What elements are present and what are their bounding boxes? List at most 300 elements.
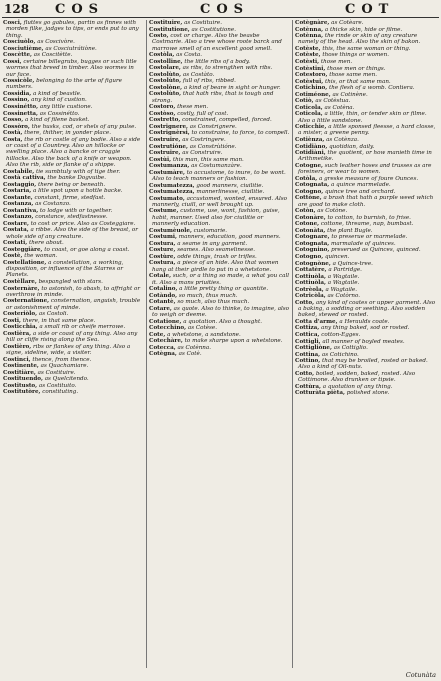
gloss: constrained, compelled, forced. [182,117,272,124]
dictionary-entry [149,91,291,104]
headword: Cossino, [3,97,30,104]
gloss: thence, from thence. [32,356,92,363]
gloss: to cost or price. Also as Costeggiare. [30,220,136,227]
dictionary-entry [295,195,437,208]
gloss: a greske measure of foure Ounces. [318,175,419,182]
dictionary-entry [3,117,145,123]
headword: Cotogno, [295,254,324,260]
headword: Cottiza, [295,325,320,332]
gloss: as Constrignere. [189,123,237,130]
gloss: as Coscivòre. [37,39,75,46]
dictionary-entry [3,227,145,240]
headword: Cotantè, [149,299,176,306]
headword: Costa, [3,136,23,143]
headword: Cosso, [3,117,24,124]
dictionary-entry [149,247,291,253]
headword: Cotègna, [149,351,177,358]
headword: Cotognata, [295,182,330,189]
headword: Costumatezza, [149,189,195,196]
headword: Cotogno, [295,188,324,195]
gloss: a whetstone, a sandstone. [167,331,241,338]
headword: Cottòne, [295,195,322,202]
dictionary-entry [149,163,291,169]
running-head-center: COS [200,2,250,17]
headword: Cotàndo, [149,292,178,299]
gloss: the banke Dogvuibe. [47,175,107,182]
headword: Costantiva, [3,207,39,214]
headword: Costellatione, [3,259,47,266]
gloss: a little sponsed fleesse, a hard closse, a mister, a greene penny. [298,124,436,137]
dictionary-entry [295,98,437,104]
headword: Cosciuòlo, [3,39,36,46]
dictionary-entry [149,306,291,319]
dictionary-entry [3,363,145,369]
headword: Costinci, [3,356,31,363]
dictionary-entry [149,325,291,331]
gloss: to coast, or goe along a coast. [44,246,130,253]
headword: Costolùto, [149,71,182,78]
gloss: this, the same woman or thing. [322,45,411,52]
dictionary-entry [295,228,437,234]
dictionary-entry [149,189,291,195]
headword: Costruire, [149,137,181,143]
headword: Costoro, [149,104,176,111]
headword: Cottigli, [295,338,321,345]
headword: Cotidiàni, [295,150,326,157]
headword: Cottatère, [295,267,327,274]
headword: Costumàre, [149,169,185,176]
dictionary-entry [149,241,291,247]
dictionary-entry [149,111,291,117]
headword: Cotèste, [295,45,321,52]
gloss: marmalade of quinces. [331,240,396,247]
dictionary-entry [3,253,145,259]
headword: Costòso, [149,110,176,117]
gloss: quincen. [324,254,350,260]
gloss: the rinde or skin of any creature namely of the head. Also the skin of bakon. [298,33,421,46]
gloss: mannerlinesse, ciuilitie. [196,189,265,196]
dictionary-entry [3,370,145,376]
headword: Costume, [149,208,179,215]
headword: Cotidiàno, [295,143,328,150]
headword: Costeriòlo, [3,311,38,318]
headword: Costitutòre, [3,389,41,396]
dictionary-column-1 [3,20,145,396]
dictionary-entry [295,274,437,280]
dictionary-entry [295,390,437,396]
dictionary-entry [3,130,145,136]
headword: Cossòro, [3,123,30,130]
headword: Costati, [3,240,28,247]
gloss: to accustome, to inure, to be wont. Also to teach manners or fashion. [152,169,286,182]
dictionary-entry [149,196,291,209]
gloss: as Quelcitendo. [44,376,89,383]
gloss: as Cotichino. [321,351,359,358]
headword: Cotrèola, [295,286,324,293]
gloss: bespangled with stars. [38,279,103,285]
headword: Costare, [3,220,29,227]
headword: Cotecchino, [149,325,187,332]
gloss: as Cotè. [178,351,202,358]
dictionary-entry [149,273,291,286]
dictionary-entry [149,319,291,325]
dictionary-entry [149,27,291,33]
dictionary-entry [149,157,291,163]
dictionary-entry [3,104,145,110]
gloss: as Construire. [182,150,223,157]
gloss: polished stone. [346,390,390,397]
headword: Costitusto, [3,382,38,389]
gloss: the husks, cod, or shels of any pulse. [31,123,137,130]
gloss: preserued as Quinces, quinced. [331,247,421,254]
gloss: that may be broiled, rosted or baked. Also a kind of Oil-nuts. [298,358,428,371]
dictionary-entry [149,286,291,292]
catchword: Cotunàta [405,671,436,679]
dictionary-column-2 [149,20,291,358]
headword: Costura, [149,240,176,247]
gloss: to constraine, to force, to compell. [191,130,290,137]
dictionary-entry [295,111,437,124]
dictionary-entry [295,358,437,371]
gloss: such, or a thing so made, a what you call it. Also a mans priuities. [152,273,290,286]
running-head-left: COS [55,2,105,17]
gloss: as Costoli. [38,311,69,318]
headword: Cotecca, [149,344,176,351]
page-number: 128 [4,2,30,16]
headword: Costitiàre, [3,369,36,376]
headword: Costretto, [149,117,181,124]
headword: Costumato, [149,195,185,202]
gloss: as Cotòne. [317,208,348,215]
dictionary-entry [295,163,437,176]
headword: Cossidia, [3,90,32,97]
dictionary-column-3 [295,20,437,397]
dictionary-entry [295,144,437,150]
headword: Cotalino, [149,286,178,293]
headword: Cotèsti, [295,59,320,65]
gloss: as Costituito. [38,382,77,389]
headword: Costinente, [3,363,39,370]
dictionary-entry [295,254,437,260]
dictionary-entry [149,52,291,58]
dictionary-entry [3,214,145,220]
dictionary-entry [149,338,291,344]
gloss: there being or beneath. [37,181,106,188]
gloss: a thicke skin, hide or filme. [324,26,403,33]
headword: Costituire, [149,20,183,26]
gloss: as Costitutione. [191,26,236,33]
dictionary-entry [3,20,145,39]
gloss: those men or things. [327,65,386,72]
gloss: manners, education, good manners. [178,234,281,241]
gloss: as ribs, to strengthen with ribs. [182,65,273,72]
headword: Cottùra, [295,383,321,390]
headword: Costituendo, [3,376,43,383]
headword: Cotonàta, [295,227,326,234]
gloss: full of ribs, ribbed. [182,78,236,85]
dictionary-entry [3,195,145,201]
headword: Costernàre, [3,285,40,292]
dictionary-entry [295,319,437,325]
dictionary-entry [295,221,437,227]
gloss: a quotation of any thing. [322,383,393,390]
gloss: this man, this same man. [172,156,244,163]
headword: Costabile, [3,168,35,175]
dictionary-entry [149,65,291,71]
headword: Cotogne, [295,162,323,169]
dictionary-entry [295,182,437,188]
dictionary-entry [149,59,291,65]
gloss: costly, full of cost. [177,110,229,117]
dictionary-entry [3,137,145,169]
gloss: odde things, trash or trifles. [177,253,257,260]
headword: Costolare, [149,65,181,72]
gloss: constituting. [42,389,79,396]
headword: Cottica, [295,332,320,338]
headword: Costure, [149,247,176,254]
gloss: a Heraulds coate. [339,318,390,325]
dictionary-entry [3,240,145,246]
dictionary-entry [149,254,291,260]
headword: Costeggiàre, [3,246,43,253]
dictionary-entry [3,59,145,78]
gloss: boiled, sodden, baked, rosted. Also Cottimone. Also drunken or tipsie. [298,371,416,384]
headword: Cossicòle, [3,78,35,85]
gloss: these men. [177,104,209,111]
headword: Cotognata, [295,240,330,247]
dictionary-entry [149,260,291,273]
dictionary-entry [3,52,145,58]
gloss: as Cotinène. [332,91,368,98]
dictionary-entry [295,261,437,267]
dictionary-entry [295,20,437,26]
dictionary-entry [3,376,145,382]
gloss: a litle spot upon a hottle backe. [32,188,123,195]
gloss: those things or women. [322,52,389,59]
headword: Cotone, [295,221,320,228]
gloss: a Partridge. [328,267,362,274]
gloss: constant, firme, stedfast. [34,194,106,201]
dictionary-entry [295,137,437,143]
headword: Cotturàta pièta, [295,390,345,397]
gloss: as Costumanzàre. [191,163,242,170]
headword: Cotèste, [295,52,321,59]
gloss: such leather hoses and trusses as are foreiners, or wear to women. [298,162,432,176]
headword: Costolùto, [149,78,182,85]
dictionary-entry [3,39,145,45]
gloss: this, or that same man. [324,78,391,85]
headword: Costi, [3,317,21,324]
gloss: a small rib or cheife merrowe. [39,324,126,331]
headword: Cotòla, [295,175,318,182]
gloss: ribs or flankes of any thing. Also a signe, sideline, wide, a visiter. [6,343,131,357]
gloss: any kind of custion. [31,97,87,104]
gloss: to make sharpe upon a whetstone. [184,338,283,345]
headword: Cossinétto, [3,103,39,110]
gloss: the plant Bugle. [327,227,373,234]
gloss: good manners, ciuilitie. [196,182,264,189]
headword: Cotatione, [149,318,182,325]
headword: Cotale, [149,273,172,280]
headword: Coticchie, [295,124,327,131]
gloss: as Costituire. [184,20,223,26]
gloss: as Cosciutrátiòne. [45,45,97,52]
headword: Costante, [3,194,33,201]
headword: Cottino, [295,358,321,365]
gloss: as Cotòrno. [327,293,361,300]
dictionary-entry [295,27,437,33]
dictionary-entry [295,52,437,58]
gloss: belonging to the arte of figure numbers. [6,78,122,91]
gloss: a little pretty thing or quantite. [179,286,269,293]
gloss: a piece of an hide. Also that women hang at their girdle to put in a whetstone. [152,260,279,273]
gloss: a seame in any garment. [177,240,248,247]
gloss: as Cotèse. [187,325,218,332]
gloss: as Cotèna. [324,104,355,111]
gloss: cost or charge. Also the beasbe Costmarie. Also a tree whose roote barck and marrowe smell of an excellent good smell. [152,33,282,52]
dictionary-entry [3,324,145,330]
headword: Costumanza, [149,163,190,170]
dictionary-entry [149,228,291,234]
dictionary-entry [3,169,145,175]
dictionary-entry [3,182,145,188]
column-divider [146,20,147,668]
dictionary-entry [3,298,145,311]
dictionary-entry [3,260,145,279]
gloss: there, in that same place. [22,317,96,324]
headword: Cotiméone, [295,91,331,98]
dictionary-entry [149,183,291,189]
gloss: a side or coast of any thing. Also any hill or cliffe rising along the Sea. [6,330,138,344]
dictionary-entry [3,221,145,227]
dictionary-entry [3,318,145,324]
gloss: customarie. [193,227,228,234]
headword: Cottina, [295,351,321,358]
headword: Coscètte, [3,52,32,59]
dictionary-entry [3,331,145,344]
gloss: as Constrùtióne. [189,143,237,150]
gloss: seames. Also seamelinesse. [177,247,256,254]
gloss: a Wagtaile. [327,280,360,287]
gloss: so much, thus much. [178,292,238,299]
headword: Cotto, [295,299,315,306]
headword: Costà cattiva, [3,175,46,182]
page-header [0,0,441,18]
dictionary-entry [295,59,437,65]
gloss: quince tree and orchard. [324,188,396,195]
gloss: as Costàto. [182,71,215,78]
headword: Cotiènza, [295,137,325,143]
headword: Costata, [3,227,29,234]
dictionary-entry [295,280,437,286]
dictionary-entry [295,325,437,331]
dictionary-entry [3,279,145,285]
header-rule [2,17,439,18]
dictionary-entry [295,85,437,91]
headword: Coticola, [295,111,323,118]
headword: Costà, [3,130,23,137]
gloss: all manner of boyled meates. [322,338,405,345]
dictionary-entry [149,299,291,305]
gloss: a kind of beastle. [33,90,82,97]
dictionary-entry [295,105,437,111]
headword: Cotognare, [295,234,330,241]
dictionary-entry [149,170,291,183]
dictionary-entry [295,247,437,253]
dictionary-entry [295,332,437,338]
dictionary-entry [149,150,291,156]
gloss: as Costituire. [37,369,76,376]
dictionary-entry [3,201,145,207]
gloss: quotidian, daily. [329,143,375,150]
headword: Cotiò, [295,98,314,105]
headword: Costièra, [3,330,32,337]
gloss: to lodge with or together. [39,207,113,214]
gloss: so much, also thus much. [177,299,250,306]
dictionary-entry [3,78,145,91]
headword: Costitutione, [149,26,190,33]
headword: Costura, [149,260,176,267]
headword: Cotta d'arme, [295,318,338,325]
gloss: cotton-Egges. [321,332,361,338]
gloss: a Quince-tree. [332,260,373,267]
gloss: as Cotènna. [177,344,212,351]
gloss: a ribbe. Also the side of the breast, or whole side of any creature. [6,227,138,240]
gloss: a Wagtaile. [327,273,360,280]
headword: Cotognino, [295,247,330,254]
headword: Cotèstini, [295,65,326,72]
headword: Costolùto, [149,91,182,98]
gloss: as Cotènza. [326,137,359,143]
gloss: as Costringere. [182,137,226,143]
gloss: tie sumbtuly with of tige ther. [36,168,121,175]
gloss: as Cotèare. [331,20,364,26]
headword: Costòla, [149,52,175,59]
dictionary-entry [149,130,291,136]
dictionary-entry [3,344,145,357]
dictionary-entry [3,357,145,363]
gloss: those same men. [329,72,377,79]
gloss: a constellation, a working, disposition, or influence of the Starres or Planets. [6,259,124,279]
dictionary-entry [3,97,145,103]
dictionary-entry [3,286,145,299]
dictionary-entry [295,339,437,345]
gloss: as Cossinétto. [39,110,80,117]
headword: Cotto, [295,371,315,377]
dictionary-entry [149,78,291,84]
headword: Costumi, [149,234,177,241]
dictionary-entry [295,267,437,273]
headword: Cottiuòla, [295,280,326,287]
dictionary-entry [295,150,437,163]
gloss: to cotton, to burnish, to frise. [327,214,411,221]
headword: Costaggio, [3,181,37,188]
gloss: the quotient, or how manieth time in Arithmetike. [298,150,432,163]
dictionary-entry [3,311,145,317]
headword: Cotènna, [295,33,324,40]
headword: Cotèstui, [295,78,324,85]
dictionary-entry [3,208,145,214]
dictionary-entry [295,208,437,214]
dictionary-entry [149,208,291,227]
dictionary-entry [3,124,145,130]
gloss: the rib or costle of any bodie. Also a side or coast of a Countrey. Also an hillocke or swelling place. Also a bancke or craggie hillocke. Also the back of a knife or weapon. Also the rib, side or flanke of a shippe. [6,136,141,168]
dictionary-entry [295,293,437,299]
dictionary-entry [149,137,291,143]
dictionary-entry [295,124,437,137]
running-head-right: COT [345,2,395,17]
dictionary-entry [295,66,437,72]
